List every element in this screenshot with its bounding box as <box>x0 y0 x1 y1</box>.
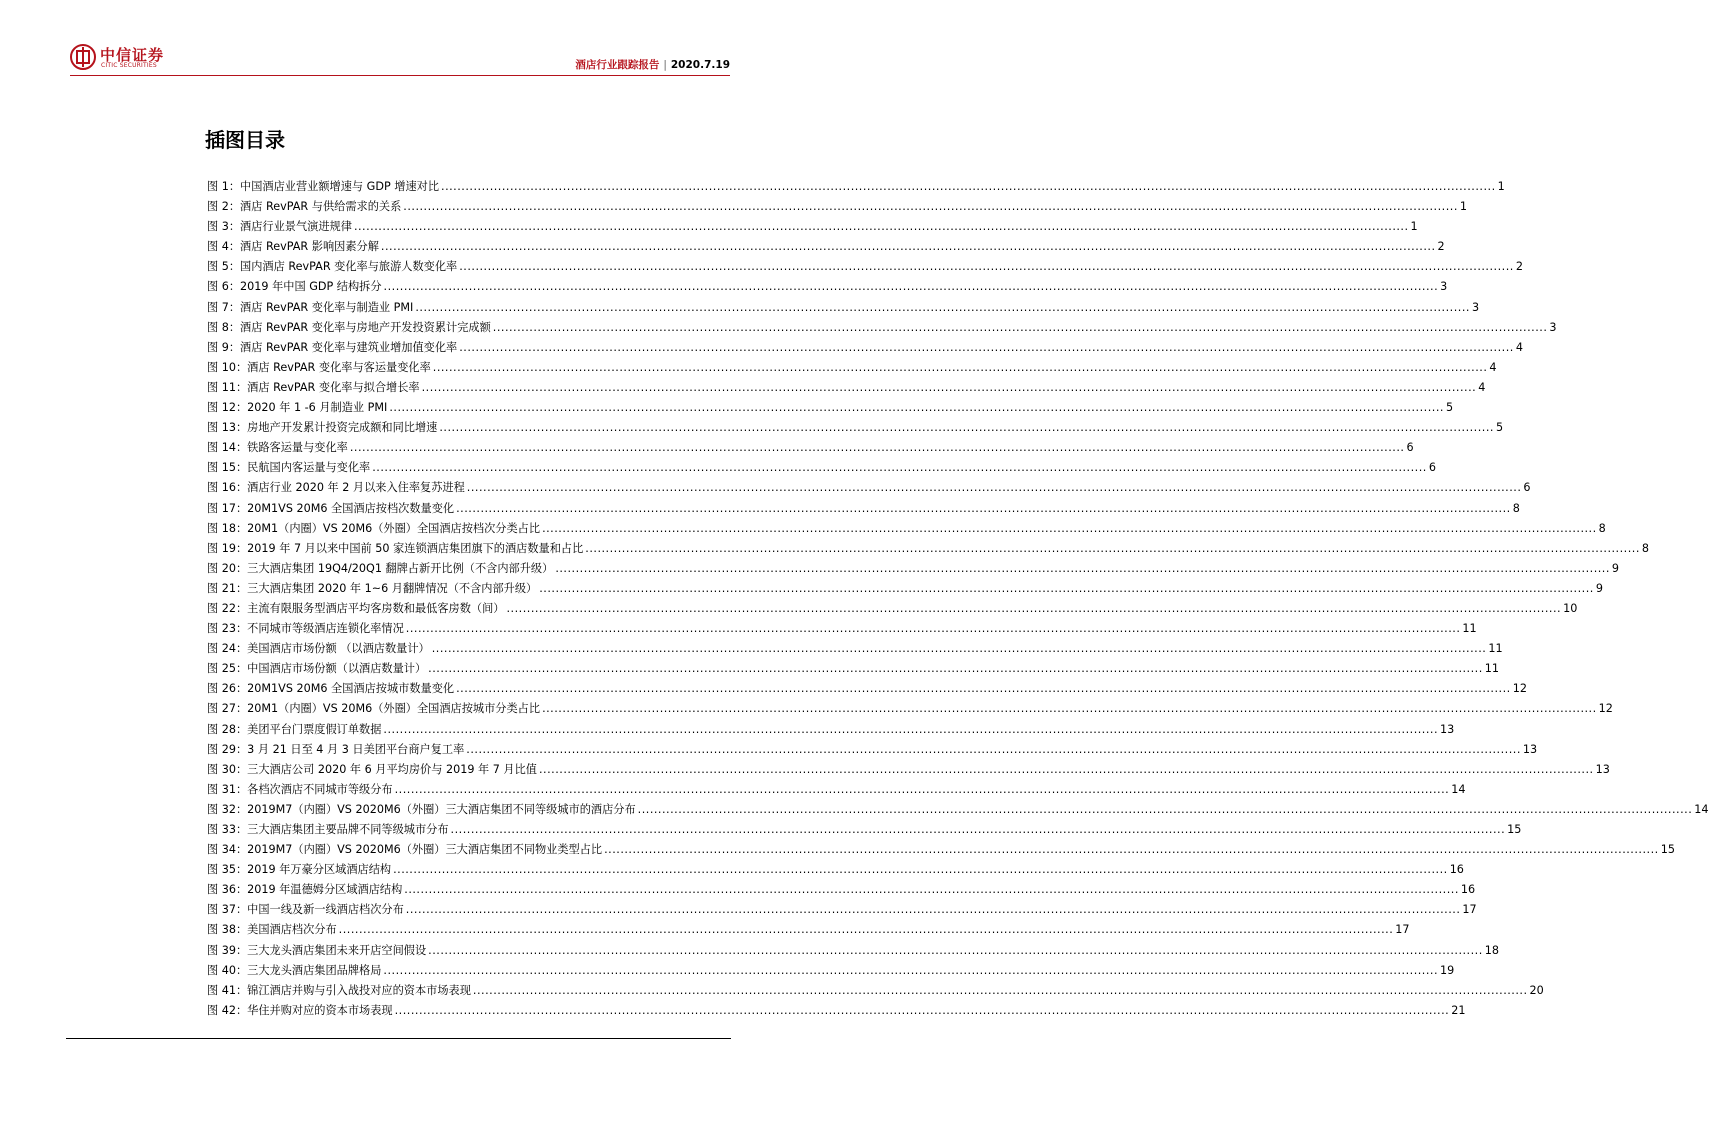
toc-dot-leader: .................................................................................................................................................................................................................................................................... <box>492 320 1548 334</box>
toc-entry[interactable] <box>207 900 1477 920</box>
toc-dot-leader: .................................................................................................................................................................................................................................................................... <box>604 843 1659 857</box>
toc-dot-leader: .................................................................................................................................................................................................................................................................... <box>555 561 1610 575</box>
toc-entry-page[interactable]: 9 <box>1595 581 1603 595</box>
toc-entry[interactable] <box>207 699 1613 719</box>
toc-entry[interactable] <box>207 820 1522 840</box>
toc-entry-page[interactable]: 17 <box>1395 923 1410 937</box>
toc-entry-label[interactable]: 图 10：酒店 RevPAR 变化率与客运量变化率 <box>207 360 431 374</box>
toc-entry-page[interactable]: 1 <box>1459 200 1468 214</box>
toc-dot-leader: .................................................................................................................................................................................................................................................................... <box>637 802 1693 816</box>
toc-dot-leader: .................................................................................................................................................................................................................................................................... <box>459 260 1514 274</box>
toc-dot-leader: .................................................................................................................................................................................................................................................................... <box>380 240 1436 254</box>
toc-dot-leader: .................................................................................................................................................................................................................................................................... <box>372 461 1427 475</box>
toc-entry-page[interactable]: 14 <box>1451 782 1466 796</box>
page-header <box>70 38 730 78</box>
toc-entry[interactable] <box>207 318 1557 338</box>
toc-dot-leader: .................................................................................................................................................................................................................................................................... <box>404 883 1459 897</box>
toc-entry[interactable] <box>207 177 1505 197</box>
toc-dot-leader: .................................................................................................................................................................................................................................................................... <box>431 642 1487 656</box>
header-separator: | <box>663 59 667 71</box>
toc-entry-label[interactable]: 图 8：酒店 RevPAR 变化率与房地产开发投资累计完成额 <box>207 320 491 334</box>
toc-entry[interactable] <box>207 981 1544 1001</box>
toc-dot-leader: .................................................................................................................................................................................................................................................................... <box>542 521 1597 535</box>
toc-entry[interactable] <box>207 237 1445 257</box>
toc-entry-page[interactable]: 4 <box>1489 360 1497 374</box>
toc-entry-label[interactable]: 图 28：美团平台门票度假订单数据 <box>207 722 382 736</box>
toc-entry-page[interactable]: 18 <box>1484 943 1500 957</box>
toc-entry[interactable] <box>207 720 1455 740</box>
toc-entry-label[interactable]: 图 30：三大酒店公司 2020 年 6 月平均房价与 2019 年 7 月比值 <box>207 762 537 776</box>
toc-entry[interactable] <box>207 298 1480 318</box>
toc-entry-label[interactable]: 图 25：中国酒店市场份额（以酒店数量计） <box>207 662 427 676</box>
toc-entry[interactable] <box>207 760 1610 780</box>
toc-entry-page[interactable]: 11 <box>1488 642 1503 656</box>
toc-entry[interactable] <box>207 358 1497 378</box>
toc-entry-label[interactable]: 图 31：各档次酒店不同城市等级分布 <box>207 782 393 796</box>
toc-entry-page[interactable]: 3 <box>1440 280 1448 294</box>
toc-entry-label[interactable]: 图 24：美国酒店市场份额 （以酒店数量计） <box>207 642 430 656</box>
toc-entry[interactable] <box>207 519 1606 539</box>
toc-entry[interactable] <box>207 800 1709 820</box>
toc-dot-leader: .................................................................................................................................................................................................................................................................... <box>432 360 1488 374</box>
toc-entry-page[interactable]: 11 <box>1484 662 1500 676</box>
toc-entry-page[interactable]: 8 <box>1598 521 1606 535</box>
toc-dot-leader: .................................................................................................................................................................................................................................................................... <box>394 1003 1450 1017</box>
toc-entry-label[interactable]: 图 22：主流有限服务型酒店平均客房数和最低客房数（间） <box>207 601 505 615</box>
toc-entry-page[interactable]: 15 <box>1507 823 1522 836</box>
toc-entry-page[interactable]: 16 <box>1449 863 1464 877</box>
toc-dot-leader: .................................................................................................................................................................................................................................................................... <box>383 280 1439 294</box>
toc-entry-page[interactable]: 13 <box>1522 742 1538 756</box>
toc-entry[interactable] <box>207 418 1504 438</box>
toc-entry[interactable] <box>207 860 1464 880</box>
toc-entry[interactable] <box>207 217 1418 237</box>
toc-entry-page[interactable]: 3 <box>1549 320 1557 334</box>
toc-entry-page[interactable]: 1 <box>1410 220 1418 234</box>
toc-dot-leader: .................................................................................................................................................................................................................................................................... <box>585 541 1640 555</box>
toc-dot-leader: .................................................................................................................................................................................................................................................................... <box>506 601 1562 615</box>
toc-entry-page[interactable]: 17 <box>1462 903 1477 917</box>
toc-entry-label[interactable]: 图 12：2020 年 1 -6 月制造业 PMI <box>207 401 388 415</box>
page-title: 插图目录 <box>205 128 285 152</box>
toc-entry[interactable] <box>207 378 1486 398</box>
toc-dot-leader: .................................................................................................................................................................................................................................................................... <box>338 923 1394 937</box>
toc-entry-label[interactable]: 图 18：20M1（内圈）VS 20M6（外圈）全国酒店按档次分类占比 <box>207 521 541 535</box>
toc-entry-label[interactable]: 图 17：20M1VS 20M6 全国酒店按档次数量变化 <box>207 501 455 515</box>
toc-entry-label[interactable]: 图 29：3 月 21 日至 4 月 3 日美团平台商户复工率 <box>207 742 465 756</box>
toc-entry[interactable] <box>207 659 1500 679</box>
toc-entry-page[interactable]: 15 <box>1660 843 1675 857</box>
toc-entry-page[interactable]: 16 <box>1460 883 1476 897</box>
toc-entry[interactable] <box>207 579 1603 599</box>
report-info <box>575 57 730 72</box>
toc-entry-label[interactable]: 图 35：2019 年万豪分区域酒店结构 <box>207 863 392 877</box>
report-date: 2020.7.19 <box>670 59 730 71</box>
toc-entry-label[interactable]: 图 14：铁路客运量与变化率 <box>207 441 348 455</box>
toc-dot-leader: .................................................................................................................................................................................................................................................................... <box>415 300 1470 314</box>
toc-dot-leader: .................................................................................................................................................................................................................................................................... <box>441 180 1496 193</box>
toc-entry[interactable] <box>207 539 1650 559</box>
toc-entry[interactable] <box>207 197 1468 217</box>
logo-english-name: CITIC SECURITIES <box>101 62 157 69</box>
toc-entry-label[interactable]: 图 34：2019M7（内圈）VS 2020M6（外圈）三大酒店集团不同物业类型占比 <box>207 843 603 857</box>
logo-chinese-name: 中信证券 <box>100 46 165 64</box>
toc-entry[interactable] <box>207 639 1503 659</box>
toc-entry[interactable] <box>207 499 1520 519</box>
toc-entry-page[interactable]: 13 <box>1440 722 1455 736</box>
toc-entry-label[interactable]: 图 40：三大龙头酒店集团品牌格局 <box>207 963 382 977</box>
toc-dot-leader: .................................................................................................................................................................................................................................................................... <box>383 722 1439 736</box>
toc-entry[interactable] <box>207 840 1675 860</box>
toc-dot-leader: .................................................................................................................................................................................................................................................................... <box>421 380 1477 394</box>
toc-entry[interactable] <box>207 338 1523 358</box>
toc-entry-page[interactable]: 4 <box>1515 340 1523 354</box>
toc-entry[interactable] <box>207 740 1538 760</box>
toc-entry[interactable] <box>207 277 1448 297</box>
toc-dot-leader: .................................................................................................................................................................................................................................................................... <box>538 762 1594 776</box>
toc-dot-leader: .................................................................................................................................................................................................................................................................... <box>466 481 1522 495</box>
toc-entry-label[interactable]: 图 39：三大龙头酒店集团未来开店空间假设 <box>207 943 427 957</box>
toc-entry-page[interactable]: 4 <box>1478 380 1486 394</box>
figure-index-list <box>207 177 1709 1021</box>
toc-entry-page[interactable]: 1 <box>1497 180 1505 193</box>
toc-dot-leader: .................................................................................................................................................................................................................................................................... <box>439 421 1494 435</box>
toc-entry-page[interactable]: 20 <box>1529 983 1544 997</box>
toc-entry-label[interactable]: 图 37：中国一线及新一线酒店档次分布 <box>207 903 404 917</box>
toc-entry-label[interactable]: 图 9：酒店 RevPAR 变化率与建筑业增加值变化率 <box>207 340 458 354</box>
toc-entry-label[interactable]: 图 27：20M1（内圈）VS 20M6（外圈）全国酒店按城市分类占比 <box>207 702 541 716</box>
toc-entry-label[interactable]: 图 13：房地产开发累计投资完成额和同比增速 <box>207 421 438 435</box>
toc-entry-page[interactable]: 9 <box>1611 561 1620 575</box>
toc-dot-leader: .................................................................................................................................................................................................................................................................... <box>456 501 1511 515</box>
toc-entry-label[interactable]: 图 20：三大酒店集团 19Q4/20Q1 翻牌占新开比例（不含内部升级） <box>207 561 554 575</box>
toc-entry[interactable] <box>207 961 1455 981</box>
toc-entry-label[interactable]: 图 41：锦江酒店并购与引入战投对应的资本市场表现 <box>207 983 471 997</box>
toc-entry-label[interactable]: 图 32：2019M7（内圈）VS 2020M6（外圈）三大酒店集团不同等级城市的酒店分布 <box>207 802 636 816</box>
citic-logo <box>70 38 190 74</box>
toc-dot-leader: .................................................................................................................................................................................................................................................................... <box>405 903 1461 917</box>
report-name: 酒店行业跟踪报告 <box>575 59 660 71</box>
toc-entry-label[interactable]: 图 23：不同城市等级酒店连锁化率情况 <box>207 622 404 636</box>
toc-entry-page[interactable]: 6 <box>1428 461 1436 475</box>
toc-entry-page[interactable]: 5 <box>1495 421 1504 435</box>
toc-entry-label[interactable]: 图 15：民航国内客运量与变化率 <box>207 461 371 475</box>
toc-entry[interactable] <box>207 1001 1466 1021</box>
toc-entry-page[interactable]: 6 <box>1406 441 1414 455</box>
toc-dot-leader: .................................................................................................................................................................................................................................................................... <box>428 662 1483 676</box>
toc-entry[interactable] <box>207 599 1578 619</box>
toc-entry-label[interactable]: 图 7：酒店 RevPAR 变化率与制造业 PMI <box>207 300 414 314</box>
toc-dot-leader: .................................................................................................................................................................................................................................................................... <box>539 581 1594 595</box>
header-divider <box>70 75 730 76</box>
toc-entry-label[interactable]: 图 19：2019 年 7 月以来中国前 50 家连锁酒店集团旗下的酒店数量和占比 <box>207 541 584 555</box>
toc-entry-page[interactable]: 12 <box>1512 682 1527 696</box>
toc-entry[interactable] <box>207 679 1527 699</box>
toc-entry-page[interactable]: 21 <box>1451 1003 1466 1017</box>
toc-entry-label[interactable]: 图 21：三大酒店集团 2020 年 1~6 月翻牌情况（不含内部升级） <box>207 581 538 595</box>
toc-entry[interactable] <box>207 780 1466 800</box>
toc-dot-leader: .................................................................................................................................................................................................................................................................... <box>472 983 1528 997</box>
toc-entry-page[interactable]: 8 <box>1641 541 1650 555</box>
toc-entry-page[interactable]: 8 <box>1512 501 1520 515</box>
toc-dot-leader: .................................................................................................................................................................................................................................................................... <box>542 702 1597 716</box>
toc-dot-leader: .................................................................................................................................................................................................................................................................... <box>394 782 1450 796</box>
toc-entry-page[interactable]: 5 <box>1445 401 1454 415</box>
toc-entry[interactable] <box>207 920 1410 940</box>
toc-entry-label[interactable]: 图 33：三大酒店集团主要品牌不同等级城市分布 <box>207 823 449 836</box>
toc-entry[interactable] <box>207 880 1476 900</box>
toc-dot-leader: .................................................................................................................................................................................................................................................................... <box>403 200 1458 214</box>
toc-dot-leader: .................................................................................................................................................................................................................................................................... <box>353 220 1409 234</box>
toc-entry-label[interactable]: 图 2：酒店 RevPAR 与供给需求的关系 <box>207 200 402 214</box>
toc-entry-page[interactable]: 14 <box>1694 802 1709 816</box>
toc-dot-leader: .................................................................................................................................................................................................................................................................... <box>383 963 1439 977</box>
toc-dot-leader: .................................................................................................................................................................................................................................................................... <box>393 863 1448 877</box>
toc-entry-label[interactable]: 图 5：国内酒店 RevPAR 变化率与旅游人数变化率 <box>207 260 458 274</box>
toc-entry-page[interactable]: 10 <box>1563 601 1578 615</box>
toc-entry-label[interactable]: 图 1：中国酒店业营业额增速与 GDP 增速对比 <box>207 180 440 193</box>
toc-entry-page[interactable]: 2 <box>1515 260 1523 274</box>
toc-dot-leader: .................................................................................................................................................................................................................................................................... <box>450 823 1506 836</box>
toc-entry-page[interactable]: 19 <box>1440 963 1455 977</box>
toc-dot-leader: .................................................................................................................................................................................................................................................................... <box>389 401 1444 415</box>
toc-entry-label[interactable]: 图 4：酒店 RevPAR 影响因素分解 <box>207 240 379 254</box>
toc-dot-leader: .................................................................................................................................................................................................................................................................... <box>428 943 1483 957</box>
toc-entry[interactable] <box>207 559 1620 579</box>
toc-entry[interactable] <box>207 257 1523 277</box>
toc-entry-label[interactable]: 图 26：20M1VS 20M6 全国酒店按城市数量变化 <box>207 682 455 696</box>
toc-entry[interactable] <box>207 438 1414 458</box>
toc-entry-label[interactable]: 图 11：酒店 RevPAR 变化率与拟合增长率 <box>207 380 420 394</box>
toc-entry-page[interactable]: 6 <box>1523 481 1531 495</box>
toc-dot-leader: .................................................................................................................................................................................................................................................................... <box>466 742 1521 756</box>
toc-entry-label[interactable]: 图 38：美国酒店档次分布 <box>207 923 337 937</box>
toc-dot-leader: .................................................................................................................................................................................................................................................................... <box>349 441 1405 455</box>
toc-entry-label[interactable]: 图 36：2019 年温德姆分区域酒店结构 <box>207 883 403 897</box>
toc-entry-label[interactable]: 图 6：2019 年中国 GDP 结构拆分 <box>207 280 382 294</box>
citic-logo-icon <box>70 44 96 70</box>
toc-entry-page[interactable]: 3 <box>1471 300 1480 314</box>
toc-entry-page[interactable]: 12 <box>1598 702 1613 716</box>
toc-entry[interactable] <box>207 478 1531 498</box>
footer-divider <box>66 1038 731 1039</box>
toc-entry-page[interactable]: 11 <box>1462 622 1477 636</box>
toc-entry-label[interactable]: 图 3：酒店行业景气演进规律 <box>207 220 352 234</box>
toc-entry[interactable] <box>207 398 1454 418</box>
toc-entry[interactable] <box>207 458 1436 478</box>
toc-entry-page[interactable]: 13 <box>1595 762 1610 776</box>
toc-dot-leader: .................................................................................................................................................................................................................................................................... <box>459 340 1514 354</box>
toc-entry-page[interactable]: 2 <box>1437 240 1445 254</box>
toc-entry[interactable] <box>207 941 1500 961</box>
toc-dot-leader: .................................................................................................................................................................................................................................................................... <box>456 682 1511 696</box>
toc-entry[interactable] <box>207 619 1477 639</box>
toc-entry-label[interactable]: 图 42：华住并购对应的资本市场表现 <box>207 1003 393 1017</box>
toc-entry-label[interactable]: 图 16：酒店行业 2020 年 2 月以来入住率复苏进程 <box>207 481 465 495</box>
toc-dot-leader: .................................................................................................................................................................................................................................................................... <box>405 622 1461 636</box>
